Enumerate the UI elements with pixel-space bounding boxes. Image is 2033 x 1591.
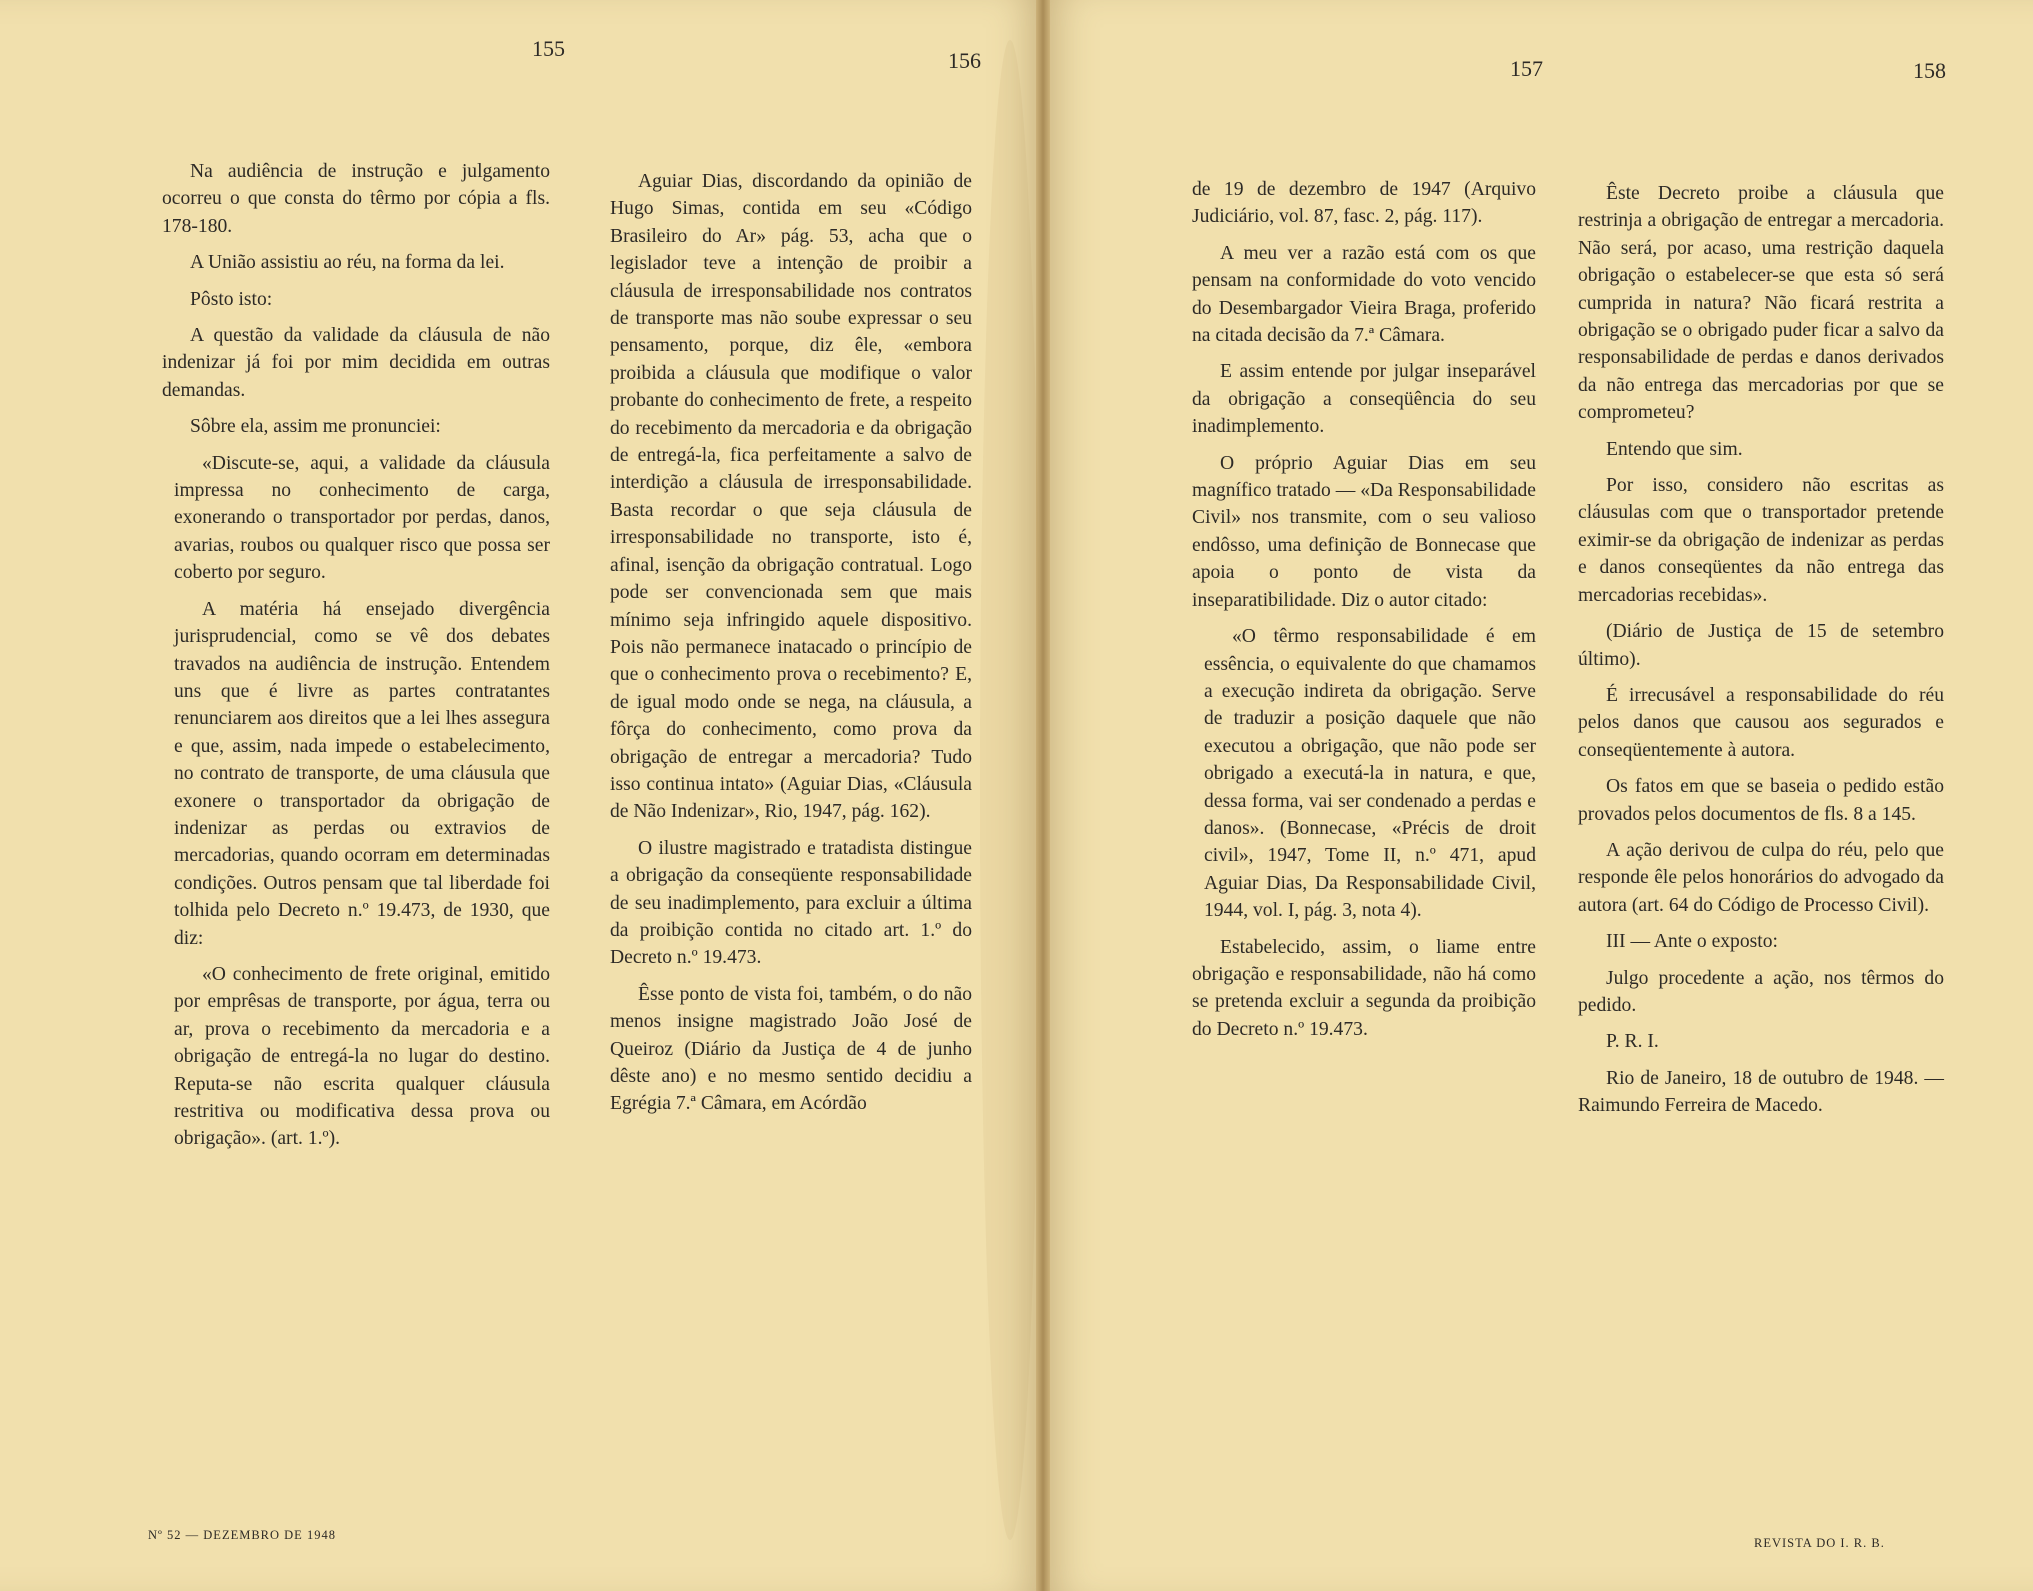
paragraph: Entendo que sim.: [1606, 438, 1743, 460]
paragraph: Por isso, considero não escritas as cláusulas com que o transportador pretende eximir-se da obrigação de indenizar as perdas e danos conseqüentes da não entrega das mercadorias recebidas».: [1578, 475, 1944, 606]
paragraph: Êste Decreto proibe a cláusula que restrinja a obrigação de entregar a mercadoria. Não será, por acaso, uma restrição daquela obrigação o estabelecer-se que esta só será cumprida in natura? Não ficará restrita a obrigação se o obrigado puder ficar a salvo da responsabilidade de perdas e danos derivados da não entrega das mercadorias por que se comprometeu?: [1578, 183, 1944, 424]
paragraph: E assim entende por julgar inseparável da obrigação a conseqüência do seu inadimplemento.: [1192, 361, 1536, 438]
paragraph: de 19 de dezembro de 1947 (Arquivo Judiciário, vol. 87, fasc. 2, pág. 117).: [1192, 179, 1536, 228]
page-number-157: 157: [1510, 56, 1543, 81]
paragraph: O ilustre magistrado e tratadista distingue a obrigação da conseqüente responsabilidade de seu inadimplemento, para excluir a última da proibição contida no citado art. 1.º do Decreto n.º 19.473.: [610, 837, 972, 969]
column-page-155: [162, 158, 550, 1162]
binding-shadow: [980, 40, 1040, 1540]
paragraph: Aguiar Dias, discordando da opinião de Hugo Simas, contida em seu «Código Brasileiro do Ar» pág. 53, acha que o legislador teve a intenção de proibir a cláusula de irresponsabilidade nos contratos de transporte mas não soube expressar o seu pensamento, porque, diz êle, «embora proibida a cláusula que modifique o valor probante do conhecimento de frete, a respeito do recebimento da mercadoria e da obrigação de entregá-la, fica perfeitamente a salvo de interdição a cláusula de irresponsabilidade. Basta recordar o que seja cláusula de irresponsabilidade no transporte, isto é, afinal, isenção da obrigação contratual. Logo pode ser convencionada sem que mais mínimo seja infringido aquele dispositivo. Pois não permanece inatacado o princípio de que o conhecimento prova o recebimento? E, de igual modo onde se nega, na cláusula, a fôrça do conhecimento, como prova da obrigação de entregar a mercadoria? Tudo isso continua intato» (Aguiar Dias, «Cláusula de Não Indenizar», Rio, 1947, pág. 162).: [610, 171, 972, 823]
footer-issue: Nº 52 — DEZEMBRO DE 1948: [148, 1528, 336, 1542]
paragraph: Na audiência de instrução e julgamento ocorreu o que consta do têrmo por cópia a fls. 178-180.: [162, 161, 550, 237]
paragraph: III — Ante o exposto:: [1606, 931, 1778, 953]
paragraph: P. R. I.: [1606, 1031, 1659, 1053]
paragraph: A ação derivou de culpa do réu, pelo que responde êle pelos honorários do advogado da autora (art. 64 do Código de Processo Civil).: [1578, 839, 1944, 916]
quote-paragraph: «O conhecimento de frete original, emitido por emprêsas de transporte, por água, terra ou ar, prova o recebimento da mercadoria e a obrigação de entregá-la no lugar do destino. Reputa-se não escrita qualquer cláusula restritiva ou modificativa dessa prova ou obrigação». (art. 1.º).: [174, 963, 550, 1150]
paragraph: A questão da validade da cláusula de não indenizar já foi por mim decidida em outras demandas.: [162, 325, 550, 401]
quote-paragraph: «Discute-se, aqui, a validade da cláusula impressa no conhecimento de carga, exonerando o transportador por perdas, danos, avarias, roubos ou qualquer risco que possa ser coberto por seguro.: [174, 452, 550, 584]
quote-paragraph: A matéria há ensejado divergência jurisprudencial, como se vê dos debates travados na audiência de instrução. Entendem uns que é livre as partes contratantes renunciarem aos direitos que a lei lhes assegura e que, assim, nada impede o estabelecimento, no contrato de transporte, de uma cláusula que exonere o transportador da obrigação de indenizar as perdas ou extravios de mercadorias, quando ocorram em determinadas condições. Outros pensam que tal liberdade foi tolhida pelo Decreto n.º 19.473, de 1930, que diz:: [174, 598, 550, 949]
paragraph: (Diário de Justiça de 15 de setembro último).: [1578, 621, 1944, 670]
page-number-156: 156: [948, 48, 981, 73]
paragraph: A meu ver a razão está com os que pensam na conformidade do voto vencido do Desembargador Vieira Braga, proferido na citada decisão da 7.ª Câmara.: [1192, 242, 1536, 347]
paragraph: Os fatos em que se baseia o pedido estão provados pelos documentos de fls. 8 a 145.: [1578, 776, 1944, 825]
paragraph: A União assistiu ao réu, na forma da lei.: [190, 252, 505, 274]
paragraph: Sôbre ela, assim me pronunciei:: [190, 416, 441, 438]
paragraph: O próprio Aguiar Dias em seu magnífico tratado — «Da Responsabilidade Civil» nos transmite, com o seu valioso endôsso, uma definição de Bonnecase que apoia o ponto de vista da inseparatibilidade. Diz o autor citado:: [1192, 452, 1536, 611]
quote-paragraph: «O têrmo responsabilidade é em essência, o equivalente do que chamamos a execução indireta da obrigação. Serve de traduzir a posição daquele que não executou a obrigação, que não pode ser obrigado a executá-la in natura, e que, dessa forma, vai ser condenado a perdas e danos». (Bonnecase, «Précis de droit civil», 1947, Tome II, n.º 471, apud Aguiar Dias, Da Responsabilidade Civil, 1944, vol. I, pág. 3, nota 4).: [1204, 626, 1536, 922]
paragraph: Estabelecido, assim, o liame entre obrigação e responsabilidade, não há como se pretenda excluir a segunda da proibição do Decreto n.º 19.473.: [1192, 936, 1536, 1040]
page-number-155: 155: [532, 36, 565, 61]
column-page-157: [1192, 176, 1536, 1052]
column-page-158: [1578, 180, 1944, 1129]
paragraph: É irrecusável a responsabilidade do réu pelos danos que causou aos segurados e conseqüentemente à autora.: [1578, 684, 1944, 761]
column-page-156: [610, 168, 972, 1127]
paragraph: Rio de Janeiro, 18 de outubro de 1948. — Raimundo Ferreira de Macedo.: [1578, 1067, 1944, 1117]
paragraph: Julgo procedente a ação, nos têrmos do pedido.: [1578, 967, 1944, 1016]
footer-journal: REVISTA DO I. R. B.: [1754, 1536, 1885, 1550]
paragraph: Pôsto isto:: [190, 288, 273, 310]
paragraph: Êsse ponto de vista foi, também, o do não menos insigne magistrado João José de Queiroz (Diário da Justiça de 4 de junho dêste ano) e no mesmo sentido decidiu a Egrégia 7.ª Câmara, em Acórdão: [610, 983, 972, 1115]
page-number-158: 158: [1913, 58, 1946, 83]
